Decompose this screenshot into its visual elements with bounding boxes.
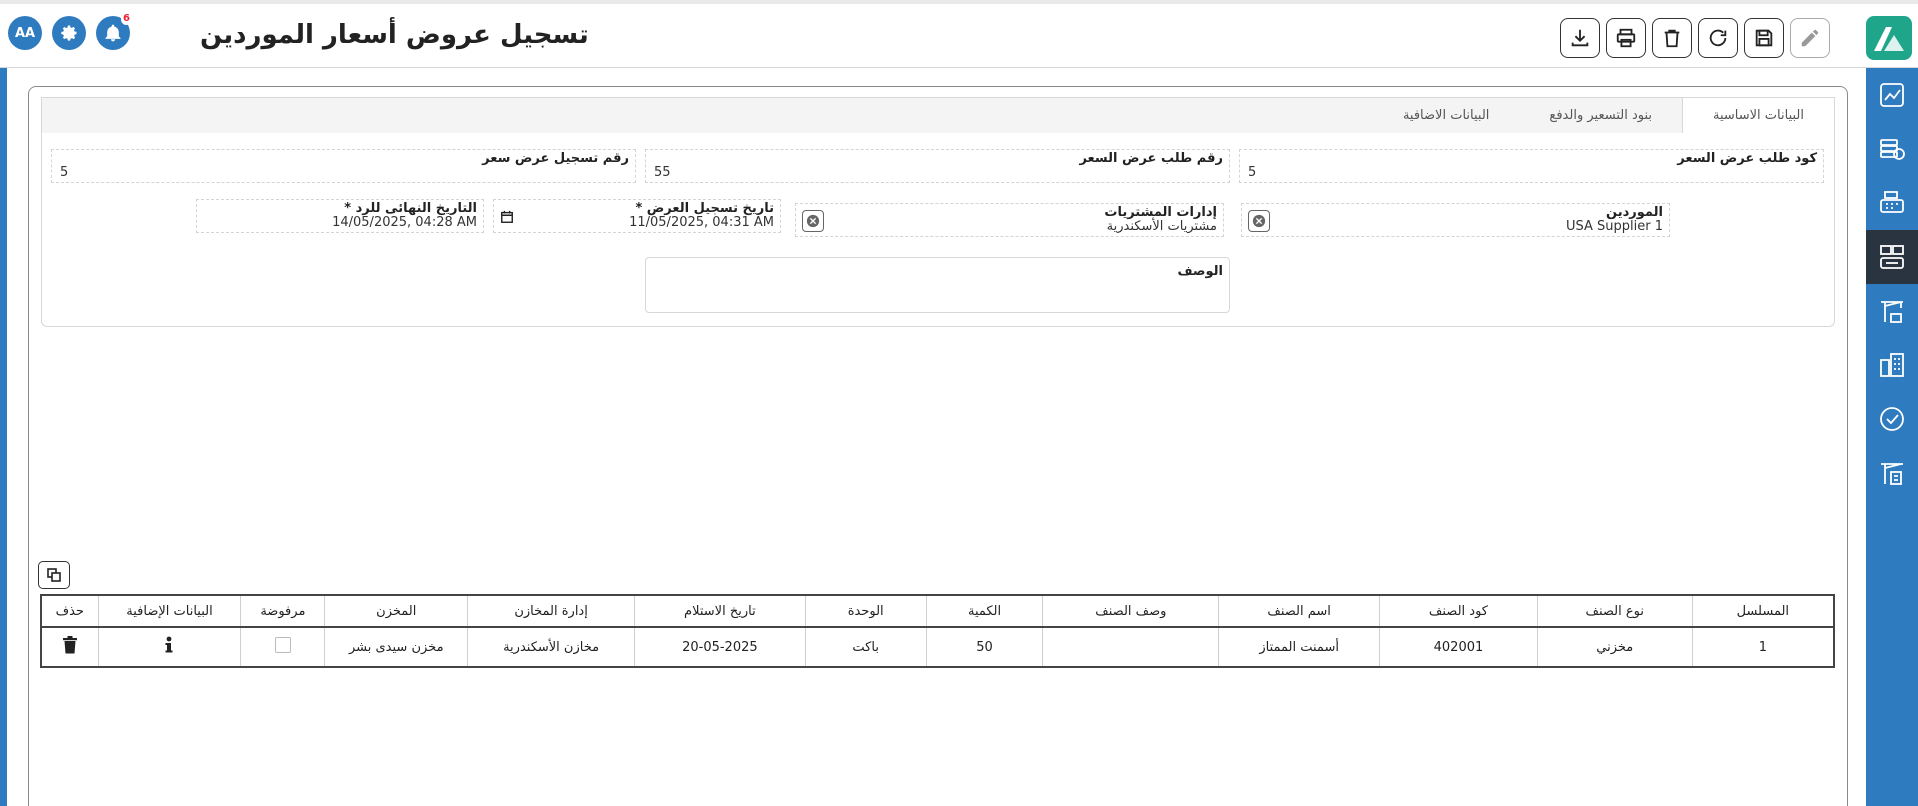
request-code-label: كود طلب عرض السعر xyxy=(1677,151,1817,166)
cell-quantity[interactable]: 50 xyxy=(926,627,1043,667)
copy-icon xyxy=(46,567,62,583)
col-item-name: اسم الصنف xyxy=(1219,595,1380,627)
sidebar-item-reports[interactable] xyxy=(1866,68,1918,122)
tab-pricing-terms[interactable]: بنود التسعير والدفع xyxy=(1549,108,1652,123)
sidebar-item-buildings[interactable] xyxy=(1866,338,1918,392)
cash-register-icon xyxy=(1877,188,1907,218)
badge-check-icon xyxy=(1877,404,1907,434)
request-number-field[interactable] xyxy=(645,149,1230,183)
left-edge-strip xyxy=(0,68,7,806)
sidebar-item-purchasing[interactable] xyxy=(1866,230,1918,284)
tab-bar xyxy=(41,97,1835,133)
delete-row-button[interactable] xyxy=(62,643,78,658)
page-title: تسجيل عروض أسعار الموردين xyxy=(200,20,589,50)
registration-number-field[interactable] xyxy=(51,149,636,183)
buildings-icon xyxy=(1877,350,1907,380)
gear-icon xyxy=(59,23,79,43)
sidebar-item-projects[interactable] xyxy=(1866,446,1918,500)
chart-report-icon xyxy=(1877,80,1907,110)
crane-icon xyxy=(1877,296,1907,326)
save-button[interactable] xyxy=(1744,18,1784,58)
purchasing-dept-field[interactable] xyxy=(795,203,1224,237)
copy-rows-button[interactable] xyxy=(38,561,70,589)
col-unit: الوحدة xyxy=(805,595,926,627)
offer-date-label: تاريخ تسجيل العرض * xyxy=(635,201,774,216)
print-icon xyxy=(1615,27,1637,49)
request-number-label: رقم طلب عرض السعر xyxy=(1079,151,1223,166)
cell-unit: باكت xyxy=(805,627,926,667)
cell-serial: 1 xyxy=(1692,627,1834,667)
sidebar-item-cashier[interactable] xyxy=(1866,176,1918,230)
table-header-row xyxy=(41,595,1834,627)
purchasing-label: إدارات المشتريات xyxy=(1104,205,1217,220)
cell-warehouse: مخزن سيدى بشر xyxy=(325,627,468,667)
toolbar xyxy=(1560,18,1830,58)
sidebar-item-approvals[interactable] xyxy=(1866,392,1918,446)
cell-rejected xyxy=(241,627,325,667)
download-icon xyxy=(1569,27,1591,49)
info-icon xyxy=(164,636,174,654)
purchasing-value: مشتريات الأسكندرية xyxy=(1106,219,1217,234)
col-delete: حذف xyxy=(41,595,98,627)
refresh-icon xyxy=(1707,27,1729,49)
cell-warehouse-mgmt: مخازن الأسكندرية xyxy=(468,627,635,667)
bell-icon xyxy=(103,23,123,43)
col-item-code: كود الصنف xyxy=(1380,595,1538,627)
suppliers-value: USA Supplier 1 xyxy=(1566,219,1663,234)
close-circle-icon xyxy=(1252,214,1266,228)
settings-button[interactable] xyxy=(52,16,86,50)
request-code-field[interactable] xyxy=(1239,149,1824,183)
suppliers-label: الموردين xyxy=(1606,205,1663,220)
cell-item-code: 402001 xyxy=(1380,627,1538,667)
suppliers-field[interactable] xyxy=(1241,203,1670,237)
trash-icon xyxy=(62,636,78,654)
trash-icon xyxy=(1661,27,1683,49)
purchasing-icon xyxy=(1877,242,1907,272)
cell-item-type: مخزني xyxy=(1537,627,1692,667)
tab-additional-data[interactable]: البيانات الاضافية xyxy=(1402,108,1490,123)
print-button[interactable] xyxy=(1606,18,1646,58)
clear-suppliers-button[interactable] xyxy=(1248,210,1270,232)
money-stack-icon xyxy=(1877,134,1907,164)
registration-number-value: 5 xyxy=(60,165,69,180)
main-card xyxy=(28,86,1848,806)
col-warehouse: المخزن xyxy=(325,595,468,627)
cell-receive-date[interactable]: 20-05-2025 xyxy=(634,627,805,667)
offer-date-field[interactable] xyxy=(493,199,781,233)
app-logo[interactable] xyxy=(1866,16,1912,60)
calendar-icon[interactable] xyxy=(500,210,514,228)
col-serial: المسلسل xyxy=(1692,595,1834,627)
form-area xyxy=(41,133,1835,327)
col-rejected: مرفوضة xyxy=(241,595,325,627)
deadline-field[interactable] xyxy=(196,199,484,233)
edit-button[interactable] xyxy=(1790,18,1830,58)
clear-purchasing-button[interactable] xyxy=(802,210,824,232)
pencil-icon xyxy=(1799,27,1821,49)
user-avatar[interactable] xyxy=(8,16,42,50)
deadline-value: 14/05/2025, 04:28 AM xyxy=(332,215,477,230)
description-label: الوصف xyxy=(1177,264,1223,279)
sidebar-item-finance[interactable] xyxy=(1866,122,1918,176)
table-row[interactable] xyxy=(41,627,1834,667)
request-code-value: 5 xyxy=(1248,165,1257,180)
refresh-button[interactable] xyxy=(1698,18,1738,58)
download-button[interactable] xyxy=(1560,18,1600,58)
description-field[interactable] xyxy=(645,257,1230,313)
save-icon xyxy=(1753,27,1775,49)
cell-item-desc xyxy=(1043,627,1219,667)
col-item-type: نوع الصنف xyxy=(1537,595,1692,627)
request-number-value: 55 xyxy=(654,165,671,180)
user-initials: AA xyxy=(14,25,36,41)
sidebar-item-construction[interactable] xyxy=(1866,284,1918,338)
registration-number-label: رقم تسجيل عرض سعر xyxy=(482,151,629,166)
col-warehouse-mgmt: إدارة المخازن xyxy=(468,595,635,627)
col-additional-data: البيانات الإضافية xyxy=(98,595,241,627)
info-button[interactable] xyxy=(164,643,174,658)
logo-icon xyxy=(1872,23,1906,53)
app-header xyxy=(0,0,1918,68)
tab-basic-data[interactable]: البيانات الاساسية xyxy=(1682,98,1834,133)
crane-alt-icon xyxy=(1877,458,1907,488)
notifications-button[interactable] xyxy=(96,13,130,50)
deadline-label: التاريخ النهائى للرد * xyxy=(344,201,477,216)
cell-delete xyxy=(41,627,98,667)
rejected-checkbox[interactable] xyxy=(275,637,291,653)
cell-additional-data xyxy=(98,627,241,667)
col-quantity: الكمية xyxy=(926,595,1043,627)
notification-badge: 6 xyxy=(123,13,130,24)
offer-date-value: 11/05/2025, 04:31 AM xyxy=(629,215,774,230)
right-sidebar xyxy=(1866,68,1918,806)
cell-item-name: أسمنت الممتاز xyxy=(1219,627,1380,667)
col-item-desc: وصف الصنف xyxy=(1043,595,1219,627)
delete-button[interactable] xyxy=(1652,18,1692,58)
col-receive-date: تاريخ الاستلام xyxy=(634,595,805,627)
close-circle-icon xyxy=(806,214,820,228)
header-user-actions xyxy=(8,13,130,50)
items-table xyxy=(40,594,1835,668)
